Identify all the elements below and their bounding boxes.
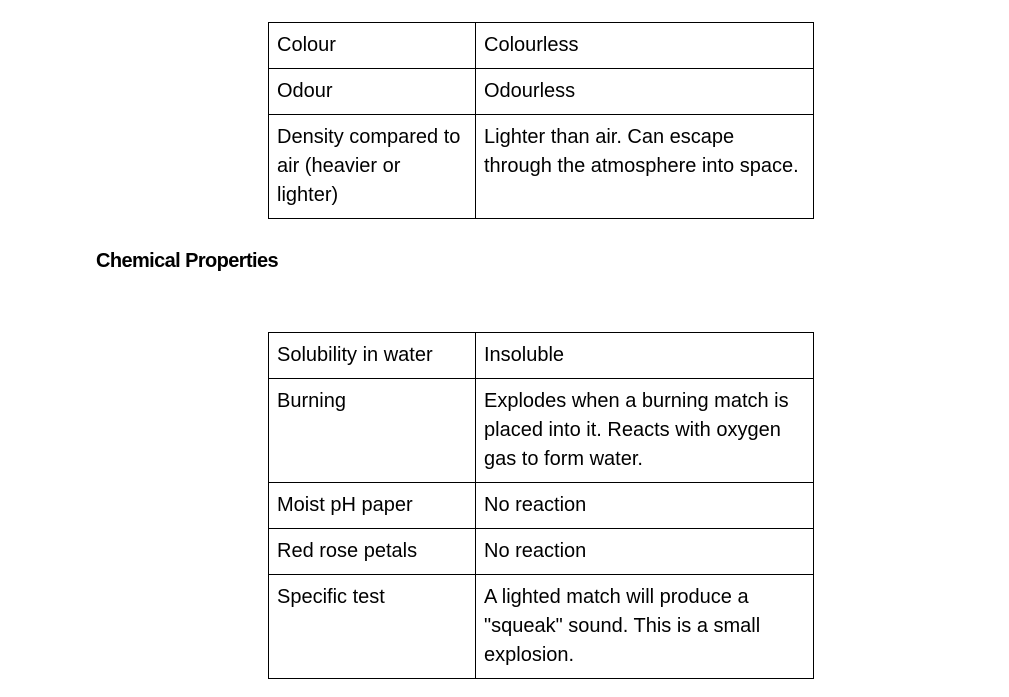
chemical-properties-table xyxy=(268,332,814,679)
property-cell: Red rose petals xyxy=(269,529,476,575)
value-cell: No reaction xyxy=(476,483,814,529)
property-cell: Solubility in water xyxy=(269,333,476,379)
value-cell: A lighted match will produce a "squeak" sound. This is a small explosion. xyxy=(476,575,814,679)
table-row xyxy=(269,575,814,679)
value-cell: Insoluble xyxy=(476,333,814,379)
property-cell: Colour xyxy=(269,23,476,69)
value-cell: Odourless xyxy=(476,69,814,115)
table-row xyxy=(269,483,814,529)
table-row xyxy=(269,23,814,69)
table-row xyxy=(269,115,814,219)
value-cell: Colourless xyxy=(476,23,814,69)
property-cell: Odour xyxy=(269,69,476,115)
table-row xyxy=(269,379,814,483)
value-cell: Explodes when a burning match is placed into it. Reacts with oxygen gas to form water. xyxy=(476,379,814,483)
property-cell: Specific test xyxy=(269,575,476,679)
property-cell: Moist pH paper xyxy=(269,483,476,529)
chemical-properties-heading: Chemical Properties xyxy=(96,250,279,272)
table-row xyxy=(269,333,814,379)
physical-properties-table xyxy=(268,22,814,219)
value-cell: No reaction xyxy=(476,529,814,575)
property-cell: Burning xyxy=(269,379,476,483)
value-cell: Lighter than air. Can escape through the atmosphere into space. xyxy=(476,115,814,219)
property-cell: Density compared to air (heavier or lighter) xyxy=(269,115,476,219)
table-row xyxy=(269,529,814,575)
table-row xyxy=(269,69,814,115)
